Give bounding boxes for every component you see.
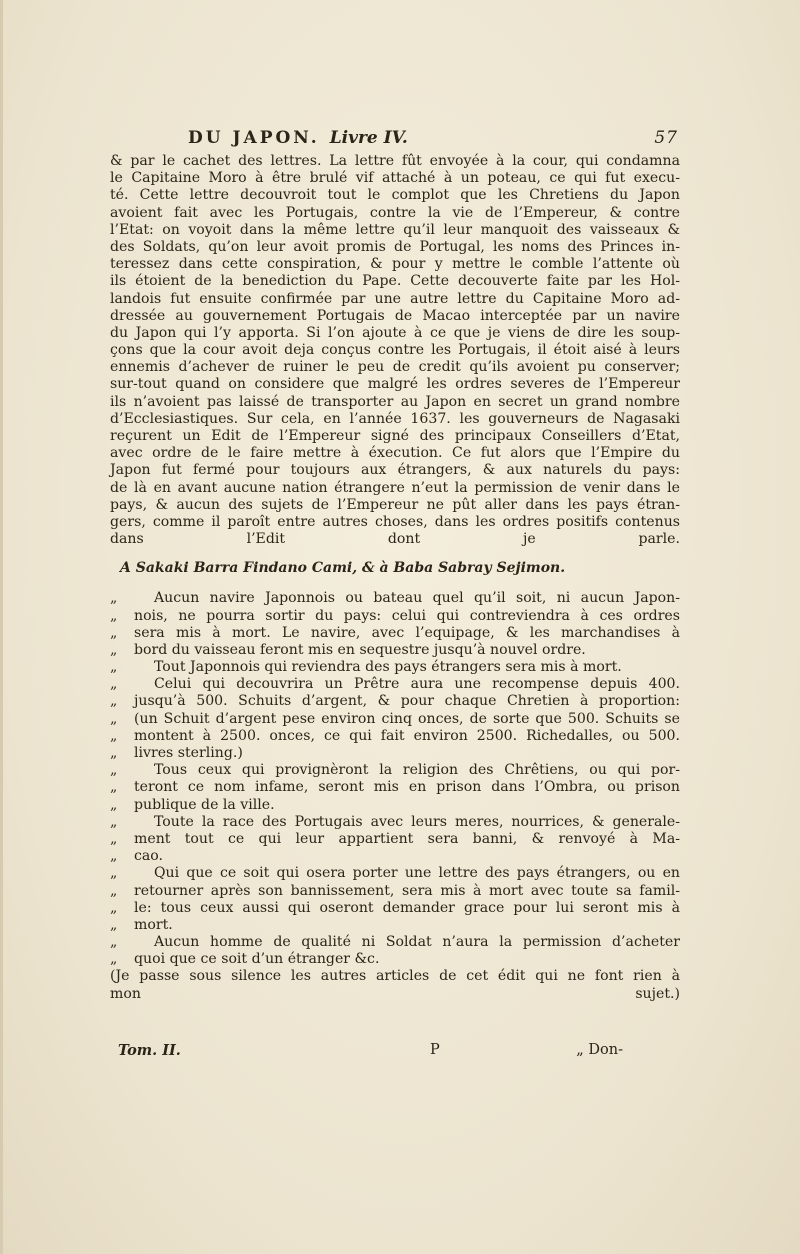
edict-article — [110, 762, 680, 814]
edict-article — [110, 676, 680, 762]
edict-article — [110, 934, 680, 968]
page-gutter — [0, 0, 3, 1254]
quoted-line — [110, 728, 680, 745]
quoted-line — [110, 711, 680, 728]
quoted-line — [110, 608, 680, 625]
quote-mark: „ — [110, 659, 118, 676]
quoted-line — [110, 848, 680, 865]
quote-mark: „ — [110, 779, 118, 796]
text-line: té. Cette lettre decouvroit tout le complot que les Chretiens du Japon — [110, 187, 680, 204]
quoted-line — [110, 797, 680, 814]
quote-mark: „ — [110, 590, 118, 607]
running-title: DU JAPON. Livre IV. — [188, 128, 408, 148]
quoted-text: cao. — [134, 848, 164, 865]
quoted-text: publique de la ville. — [134, 796, 275, 813]
quote-mark: „ — [110, 934, 118, 951]
quote-mark: „ — [110, 710, 118, 727]
body-text — [110, 153, 680, 1003]
edict-article — [110, 865, 680, 934]
quote-mark: „ — [110, 830, 118, 847]
quoted-text: montent à 2500. onces, ce qui fait environ 2500. Richedalles, ou 500. — [134, 727, 680, 744]
text-line: du Japon qui l’y apporta. Si l’on ajoute à ce que je viens de dire les soup- — [110, 324, 680, 341]
quoted-line — [110, 590, 680, 607]
text-line: avoient fait avec les Portugais, contre la vie de l’Empereur, & contre — [110, 204, 680, 221]
quote-mark: „ — [110, 882, 118, 899]
text-line: mon sujet.) — [110, 985, 680, 1002]
text-line: ennemis d’achever de ruiner le peu de credit qu’ils avoient pu conserver; — [110, 359, 680, 376]
quote-mark: „ — [110, 951, 118, 968]
quote-mark: „ — [110, 693, 118, 710]
text-line: de là en avant aucune nation étrangere n’eut la permission de venir dans le — [110, 479, 680, 496]
edict-title: A Sakaki Barra Findano Cami, & à Baba Sabray Sejimon. — [120, 560, 566, 577]
catchword: „ Don- — [576, 1042, 623, 1058]
edict-article — [110, 659, 680, 676]
text-line: d’Ecclesiastiques. Sur cela, en l’année 1637. les gouverneurs de Nagasaki — [110, 410, 680, 427]
quoted-text: le: tous ceux aussi qui oseront demander grace pour lui seront mis à — [134, 899, 680, 916]
quoted-text: nois, ne pourra sortir du pays: celui qui contreviendra à ces ordres — [134, 607, 680, 624]
quote-mark: „ — [110, 762, 118, 779]
quoted-line — [110, 625, 680, 642]
text-line: landois fut ensuite confirmée par une autre lettre du Capitaine Moro ad- — [110, 290, 680, 307]
quoted-text: Qui que ce soit qui osera porter une lettre des pays étrangers, ou en — [154, 865, 680, 882]
quoted-line — [110, 745, 680, 762]
quoted-text: sera mis à mort. Le navire, avec l’equipage, & les marchandises à — [134, 624, 680, 641]
text-line: des Soldats, qu’on leur avoit promis de Portugal, les noms des Princes in- — [110, 238, 680, 255]
quoted-line — [110, 951, 680, 968]
text-line: Japon fut fermé pour toujours aux étrangers, & aux naturels du pays: — [110, 462, 680, 479]
quoted-line — [110, 693, 680, 710]
quote-mark: „ — [110, 727, 118, 744]
signature-mark: P — [430, 1042, 440, 1058]
quoted-text: mort. — [134, 916, 173, 933]
volume-mark: Tom. II. — [118, 1042, 181, 1059]
text-line: l’Etat: on voyoit dans la même lettre qu’il leur manquoit des vaisseaux & — [110, 221, 680, 238]
edict-article — [110, 814, 680, 866]
quoted-text: jusqu’à 500. Schuits d’argent, & pour chaque Chretien à proportion: — [134, 693, 680, 710]
quoted-text: bord du vaisseau feront mis en sequestre jusqu’à nouvel ordre. — [134, 641, 586, 658]
text-line: reçurent un Edit de l’Empereur signé des principaux Conseillers d’Etat, — [110, 428, 680, 444]
quoted-text: Tout Japonnois qui reviendra des pays étrangers sera mis à mort. — [154, 659, 622, 676]
text-line: ils n’avoient pas laissé de transporter au Japon en secret un grand nombre — [110, 393, 680, 410]
quoted-text: (un Schuit d’argent pese environ cinq onces, de sorte que 500. Schuits se — [134, 710, 680, 727]
text-line: teressez dans cette conspiration, & pour y mettre le comble l’attente où — [110, 256, 680, 273]
edict-quotation — [110, 590, 680, 968]
quoted-text: teront ce nom infame, seront mis en prison dans l’Ombra, ou prison — [134, 779, 680, 796]
quote-mark: „ — [110, 624, 118, 641]
quoted-line — [110, 659, 680, 676]
quoted-line — [110, 676, 680, 693]
quote-mark: „ — [110, 745, 118, 761]
text-line: le Capitaine Moro à être brulé vif attaché à un poteau, ce qui fut execu- — [110, 170, 680, 187]
quoted-text: Celui qui decouvrira un Prêtre aura une recompense depuis 400. — [154, 676, 680, 693]
page-number: 57 — [654, 128, 678, 148]
quote-mark: „ — [110, 641, 118, 658]
quote-mark: „ — [110, 607, 118, 624]
quoted-text: Toute la race des Portugais avec leurs meres, nourrices, & generale- — [154, 813, 680, 830]
text-line: dressée au gouvernement Portugais de Macao interceptée par un navire — [110, 307, 680, 324]
quote-mark: „ — [110, 676, 118, 693]
text-line: sur-tout quand on considere que malgré les ordres severes de l’Empereur — [110, 376, 680, 393]
quoted-line — [110, 814, 680, 831]
edict-article — [110, 590, 680, 659]
quote-mark: „ — [110, 813, 118, 830]
quote-mark: „ — [110, 848, 118, 865]
quoted-line — [110, 779, 680, 796]
quoted-text: Tous ceux qui provignèront la religion des Chrêtiens, ou qui por- — [154, 762, 680, 779]
quoted-line — [110, 900, 680, 917]
text-line: pays, & aucun des sujets de l’Empereur ne pût aller dans les pays étran- — [110, 496, 680, 513]
quoted-text: Aucun navire Japonnois ou bateau quel qu’il soit, ni aucun Japon- — [154, 590, 680, 607]
quoted-line — [110, 642, 680, 659]
quote-mark: „ — [110, 916, 118, 933]
quote-mark: „ — [110, 796, 118, 813]
quoted-line — [110, 917, 680, 934]
quoted-text: quoi que ce soit d’un étranger &c. — [134, 951, 380, 968]
running-header — [118, 128, 678, 152]
text-line: avec ordre de le faire mettre à éxecution. Ce fut alors que l’Empire du — [110, 445, 680, 462]
quoted-text: Aucun homme de qualité ni Soldat n’aura la permission d’acheter — [154, 934, 680, 951]
text-line: gers, comme il paroît entre autres choses, dans les ordres positifs contenus — [110, 513, 680, 530]
quoted-line — [110, 883, 680, 900]
quote-mark: „ — [110, 899, 118, 916]
quote-mark: „ — [110, 865, 118, 882]
quoted-line — [110, 865, 680, 882]
text-line: dans l’Edit dont je parle. — [110, 531, 680, 548]
text-line: ils étoient de la benediction du Pape. Cette decouverte faite par les Hol- — [110, 273, 680, 290]
quoted-text: retourner après son bannissement, sera mis à mort avec toute sa famil- — [134, 882, 680, 899]
text-line: çons que la cour avoit deja conçus contre les Portugais, il étoit aisé à leurs — [110, 342, 680, 359]
page-footer — [118, 1042, 623, 1062]
paragraph-narrative — [110, 153, 680, 548]
book-number: Livre IV. — [329, 128, 408, 148]
quoted-line — [110, 762, 680, 779]
quoted-line — [110, 934, 680, 951]
text-line: & par le cachet des lettres. La lettre fût envoyée à la cour, qui condamna — [110, 153, 680, 169]
quoted-line — [110, 831, 680, 848]
closing-remark — [110, 968, 680, 1002]
text-line: (Je passe sous silence les autres articles de cet édit qui ne font rien à — [110, 968, 680, 985]
quoted-text: ment tout ce qui leur appartient sera banni, & renvoyé à Ma- — [134, 830, 680, 847]
quoted-text: livres sterling.) — [134, 745, 243, 761]
